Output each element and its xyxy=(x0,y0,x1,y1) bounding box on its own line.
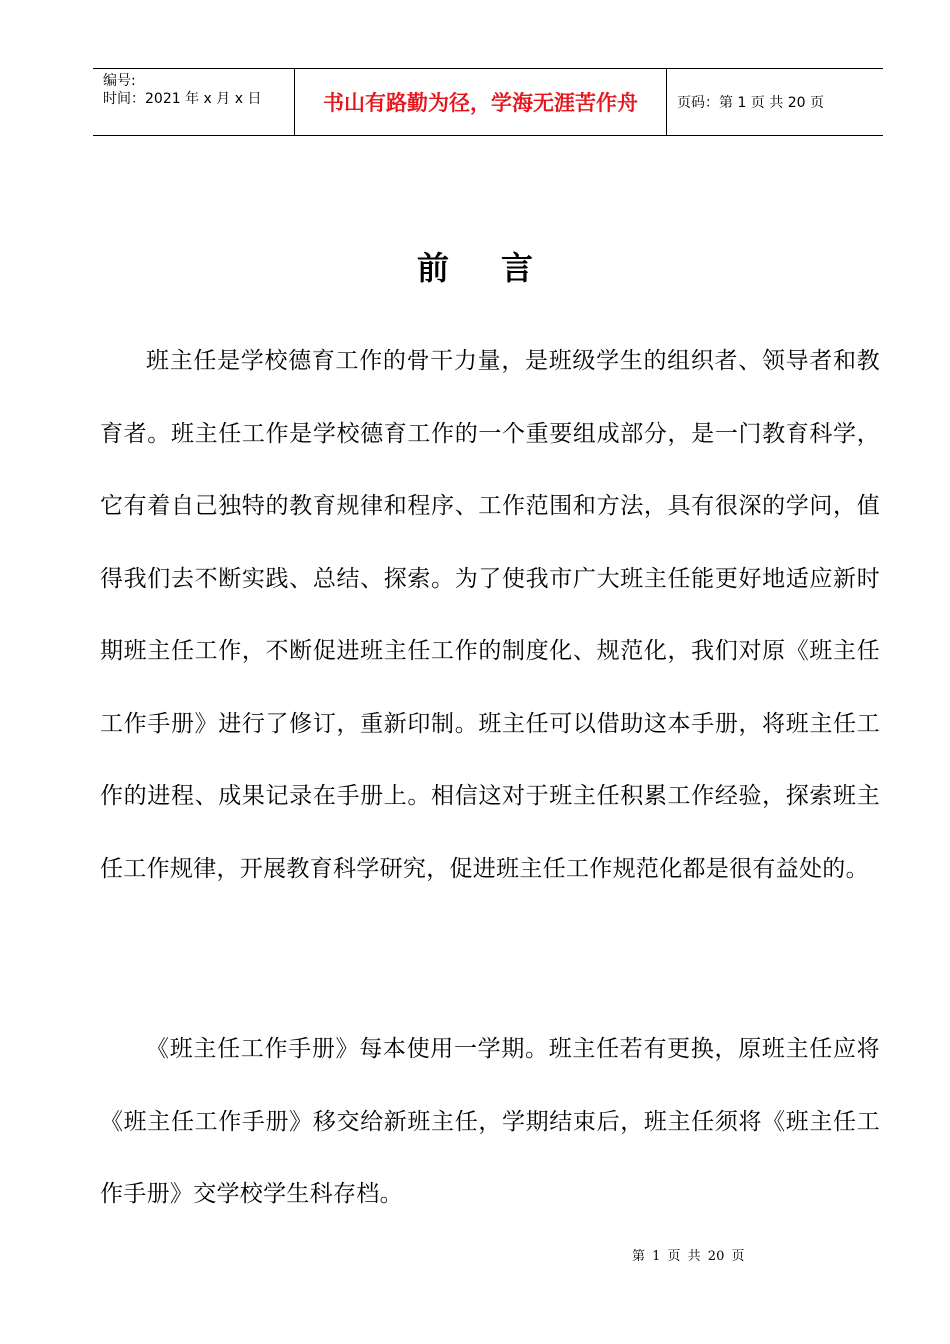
document-title: 前言 xyxy=(416,249,585,287)
body-paragraph-1: 班主任是学校德育工作的骨干力量，是班级学生的组织者、领导者和教育者。班主任工作是学校德育工作的一个重要组成部分，是一门教育科学，它有着自己独特的教育规律和程序、工作范围和方法，具有很深的学问，值得我们去不断实践、总结、探索。为了使我市广大班主任能更好地适应新时期班主任工作，不断促进班主任工作的制度化、规范化，我们对原《班主任工作手册》进行了修订，重新印制。班主任可以借助这本手册，将班主任工作的进程、成果记录在手册上。相信这对于班主任积累工作经验，探索班主任工作规律，开展教育科学研究，促进班主任工作规范化都是很有益处的。 xyxy=(100,348,880,882)
header-page-cell xyxy=(667,69,883,135)
header-meta-cell xyxy=(93,69,295,135)
header-motto: 书山有路勤为径，学海无涯苦作舟 xyxy=(323,91,638,115)
body-paragraph-2: 《班主任工作手册》每本使用一学期。班主任若有更换，原班主任应将《班主任工作手册》移交给新班主任，学期结束后，班主任须将《班主任工作手册》交学校学生科存档。 xyxy=(100,1036,880,1207)
header-motto-cell xyxy=(295,69,667,135)
document-number-label: 编号: xyxy=(103,73,136,89)
document-date: 时间：2021 年 x 月 x 日 xyxy=(103,91,262,107)
header-page-info: 页码：第 1 页 共 20 页 xyxy=(677,95,824,111)
header-table xyxy=(93,68,883,136)
page-footer: 第 1 页 共 20 页 xyxy=(632,1249,745,1264)
